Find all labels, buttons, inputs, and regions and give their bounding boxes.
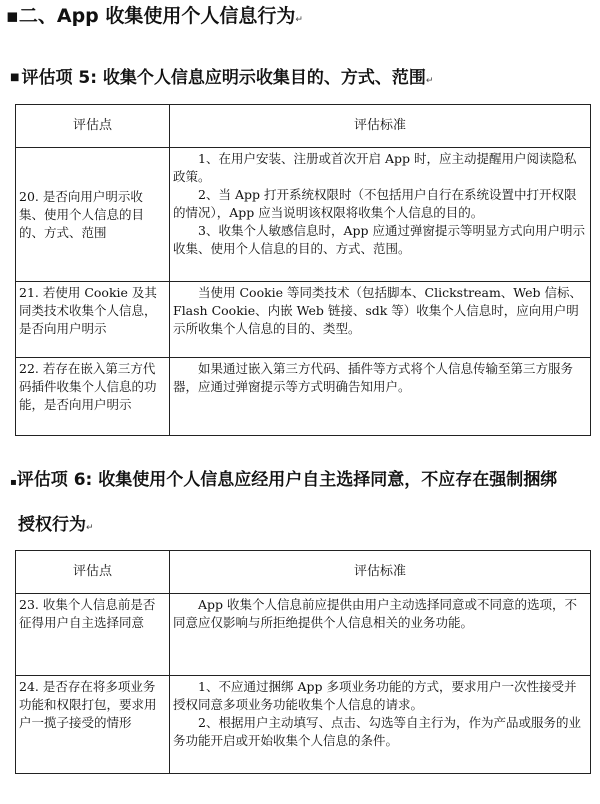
table-row	[16, 148, 591, 282]
eval-point: 24. 是否存在将多项业务功能和权限打包，要求用户一揽子接受的情形	[16, 676, 170, 774]
table-row	[16, 358, 591, 436]
paragraph-mark-icon: ↵	[86, 523, 94, 533]
table-row	[16, 676, 591, 774]
bullet-icon: ▪	[10, 477, 17, 488]
item5-title: ■ 评估项 5: 收集个人信息应明示收集目的、方式、范围↵	[10, 68, 434, 88]
eval-standard: 1、在用户安装、注册或首次开启 App 时，应主动提醒用户阅读隐私政策。 2、当 App 打开系统权限时（不包括用户自行在系统设置中打开权限的情况），App 应当说明该权限将收集个人信息的目的。 3、收集个人敏感信息时，App 应通过弹窗提示等明显方式向用户明示收集、使用个人信息的目的、方式、范围。	[170, 148, 591, 282]
column-header-standard: 评估标准	[170, 105, 591, 148]
item6-table	[15, 550, 591, 774]
paragraph-mark-icon: ↵	[425, 76, 434, 86]
eval-standard: 1、不应通过捆绑 App 多项业务功能的方式，要求用户一次性接受并授权同意多项业务功能收集个人信息的请求。 2、根据用户主动填写、点击、勾选等自主行为，作为产品或服务的业务功能开启或开始收集个人信息的条件。	[170, 676, 591, 774]
column-header-point: 评估点	[16, 551, 170, 594]
eval-point: 22. 若存在嵌入第三方代码插件收集个人信息的功能，是否向用户明示	[16, 358, 170, 436]
paragraph-mark-icon: ↵	[295, 15, 303, 25]
eval-point: 20. 是否向用户明示收集、使用个人信息的目的、方式、范围	[16, 148, 170, 282]
eval-standard: App 收集个人信息前应提供由用户主动选择同意或不同意的选项，不同意应仅影响与所拒绝提供个人信息相关的业务功能。	[170, 594, 591, 676]
table-header-row	[16, 551, 591, 594]
item6-title: ▪评估项 6: 收集使用个人信息应经用户自主选择同意，不应存在强制捆绑 授权行为↵	[10, 470, 558, 535]
eval-standard: 当使用 Cookie 等同类技术（包括脚本、Clickstream、Web 信标、Flash Cookie、内嵌 Web 链接、sdk 等）收集个人信息时，应向用户明示所收集个人信息的目的、类型。	[170, 282, 591, 358]
section-title: ▪二、App 收集使用个人信息行为↵	[6, 5, 303, 27]
table-header-row	[16, 105, 591, 148]
column-header-standard: 评估标准	[170, 551, 591, 594]
table-row	[16, 282, 591, 358]
eval-point: 23. 收集个人信息前是否征得用户自主选择同意	[16, 594, 170, 676]
column-header-point: 评估点	[16, 105, 170, 148]
item5-table	[15, 104, 591, 436]
eval-standard: 如果通过嵌入第三方代码、插件等方式将个人信息传输至第三方服务器，应通过弹窗提示等方式明确告知用户。	[170, 358, 591, 436]
eval-point: 21. 若使用 Cookie 及其同类技术收集个人信息，是否向用户明示	[16, 282, 170, 358]
table-row	[16, 594, 591, 676]
bullet-icon: ■	[10, 72, 20, 83]
